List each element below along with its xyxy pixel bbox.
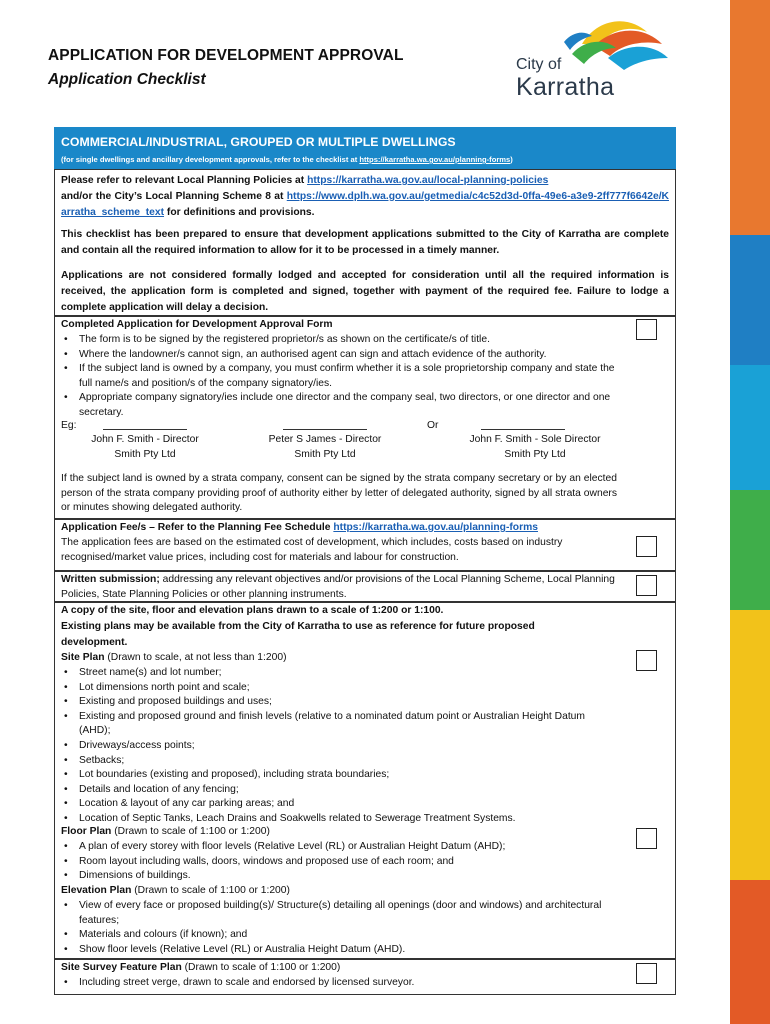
list-item: • View of every face or proposed building(s)/ Structure(s) detailing all openings (door and windows) and architectural features; bbox=[61, 899, 609, 928]
signature-line bbox=[481, 429, 565, 430]
eg-label: Eg: bbox=[61, 420, 77, 431]
form-checkbox[interactable] bbox=[636, 319, 657, 340]
list-item: • Details and location of any fencing; bbox=[61, 783, 591, 798]
signature-example-1: John F. Smith - Director Smith Pty Ltd bbox=[91, 434, 199, 460]
list-item: • Where the landowner/s cannot sign, an authorised agent can sign and attach evidence of the authority. bbox=[61, 348, 619, 363]
floor-plan-checkbox[interactable] bbox=[636, 828, 657, 849]
category-banner bbox=[54, 127, 676, 169]
list-item: • Driveways/access points; bbox=[61, 739, 591, 754]
intro-policies: Please refer to relevant Local Planning Policies at https://karratha.wa.gov.au/local-planning-policies and/or the City’s Local Planning Scheme 8 at https://www.dplh.wa.gov.au/getmedia/c4c52d3d-0ffa-49e6-a3e9-2ff777f6642e/Karratha_scheme_text for definitions and provisions. bbox=[61, 175, 669, 218]
signature-line bbox=[103, 429, 187, 430]
elevation-plan-list bbox=[61, 899, 609, 957]
strata-note: If the subject land is owned by a strata company, consent can be signed by the strata company secretary or by an elected person of the strata company providing proof of authority either by letter of delegated authority, signed by all strata owners or minutes showing delegated authority. bbox=[61, 473, 617, 514]
site-plan-list bbox=[61, 666, 591, 827]
signature-example-3: John F. Smith - Sole Director Smith Pty Ltd bbox=[469, 434, 601, 460]
page-title: APPLICATION FOR DEVELOPMENT APPROVAL bbox=[48, 47, 404, 64]
intro-section bbox=[54, 169, 676, 316]
form-title: Completed Application for Development Approval Form bbox=[61, 319, 333, 330]
site-survey-title: Site Survey Feature Plan bbox=[61, 962, 182, 973]
fees-checkbox[interactable] bbox=[636, 536, 657, 557]
intro-lodgement: Applications are not considered formally lodged and accepted for consideration until all the required information is received, the application form is completed and signed, together with payment of the required fee. Failure to lodge a complete application will delay a decision. bbox=[61, 270, 669, 313]
elevation-plan-note: (Drawn to scale of 1:100 or 1:200) bbox=[131, 885, 290, 896]
site-survey-list bbox=[61, 976, 621, 991]
list-item: • Lot dimensions north point and scale; bbox=[61, 681, 591, 696]
banner-note: (for single dwellings and ancillary development approvals, refer to the checklist at https://karratha.wa.gov.au/planning-forms) bbox=[61, 155, 513, 164]
list-item: • Lot boundaries (existing and proposed), including strata boundaries; bbox=[61, 768, 591, 783]
site-plan-checkbox[interactable] bbox=[636, 650, 657, 671]
logo-karratha: Karratha bbox=[516, 73, 615, 101]
list-item: • If the subject land is owned by a company, you must confirm whether it is a sole proprietorship company and state the full name/s and position/s of the company signatory/ies. bbox=[61, 362, 619, 391]
floor-plan-list bbox=[61, 840, 601, 884]
signature-line bbox=[283, 429, 367, 430]
intro-purpose: This checklist has been prepared to ensure that development applications submitted to the City of Karratha are complete and contain all the required information to allow for it to be processed in a timely manner. bbox=[61, 229, 669, 256]
floor-plan-note: (Drawn to scale of 1:100 or 1:200) bbox=[111, 826, 270, 837]
or-label: Or bbox=[427, 420, 439, 431]
plans-existing: Existing plans may be available from the City of Karratha to use as reference for future proposed development. bbox=[61, 621, 535, 648]
site-survey-checkbox[interactable] bbox=[636, 963, 657, 984]
checklist-item-site-survey bbox=[54, 959, 676, 995]
banner-note-link[interactable]: https://karratha.wa.gov.au/planning-forms bbox=[359, 155, 511, 164]
checklist-item-plans bbox=[54, 602, 676, 959]
list-item: • The form is to be signed by the registered proprietor/s as shown on the certificate/s of title. bbox=[61, 333, 619, 348]
list-item: • Materials and colours (if known); and bbox=[61, 928, 609, 943]
signature-example-2: Peter S James - Director Smith Pty Ltd bbox=[268, 434, 382, 460]
checklist-item-written-submission bbox=[54, 571, 676, 602]
list-item: • Street name(s) and lot number; bbox=[61, 666, 591, 681]
site-survey-note: (Drawn to scale of 1:100 or 1:200) bbox=[181, 962, 341, 973]
list-item: • Room layout including walls, doors, windows and proposed use of each room; and bbox=[61, 855, 601, 870]
list-item: • Location & layout of any car parking areas; and bbox=[61, 797, 591, 812]
logo-city-of: City of bbox=[516, 56, 562, 73]
brand-color-stripe bbox=[730, 0, 770, 1024]
checklist-item-application-fees bbox=[54, 519, 676, 571]
banner-heading: COMMERCIAL/INDUSTRIAL, GROUPED OR MULTIPLE DWELLINGS bbox=[61, 135, 456, 149]
list-item: • Including street verge, drawn to scale and endorsed by licensed surveyor. bbox=[61, 976, 621, 991]
written-title: Written submission; bbox=[61, 574, 160, 585]
site-plan-note: (Drawn to scale, at not less than 1:200) bbox=[104, 652, 287, 663]
scheme-text-link[interactable]: https://www.dplh.wa.gov.au/getmedia/c4c52d3d-0ffa-49e6-a3e9-2ff777f6642e/Karratha_scheme_text bbox=[61, 191, 669, 218]
checklist-item-application-form bbox=[54, 316, 676, 519]
page-subtitle: Application Checklist bbox=[48, 71, 206, 88]
list-item: • A plan of every storey with floor levels (Relative Level (RL) or Australian Height Datum (AHD); bbox=[61, 840, 601, 855]
list-item: • Setbacks; bbox=[61, 754, 591, 769]
site-plan-title: Site Plan bbox=[61, 652, 105, 663]
list-item: • Location of Septic Tanks, Leach Drains and Soakwells related to Sewerage Treatment Systems. bbox=[61, 812, 591, 827]
local-planning-policies-link[interactable]: https://karratha.wa.gov.au/local-planning-policies bbox=[307, 175, 549, 186]
planning-forms-link[interactable]: https://karratha.wa.gov.au/planning-forms bbox=[333, 522, 538, 533]
form-list bbox=[61, 333, 619, 421]
floor-plan-title: Floor Plan bbox=[61, 826, 112, 837]
written-checkbox[interactable] bbox=[636, 575, 657, 596]
elevation-plan-title: Elevation Plan bbox=[61, 885, 132, 896]
written-text: addressing any relevant objectives and/or provisions of the Local Planning Scheme, Local Planning Policies, State Planning Policies or other planning instruments. bbox=[61, 574, 615, 600]
fees-title: Application Fee/s – Refer to the Planning Fee Schedule bbox=[61, 522, 334, 533]
list-item: • Dimensions of buildings. bbox=[61, 869, 601, 884]
list-item: • Appropriate company signatory/ies include one director and the company seal, two directors, or one director and one secretary. bbox=[61, 391, 619, 420]
plans-intro: A copy of the site, floor and elevation plans drawn to a scale of 1:200 or 1:100. bbox=[61, 605, 444, 616]
list-item: • Existing and proposed buildings and uses; bbox=[61, 695, 591, 710]
fees-text: The application fees are based on the estimated cost of development, which includes, costs based on industry recognised/market value prices, including cost for materials and labour for construction. bbox=[61, 537, 563, 563]
list-item: • Existing and proposed ground and finish levels (relative to a nominated datum point or Australian Height Datum (AHD); bbox=[61, 710, 591, 739]
list-item: • Show floor levels (Relative Level (RL) or Australia Height Datum (AHD). bbox=[61, 943, 609, 958]
